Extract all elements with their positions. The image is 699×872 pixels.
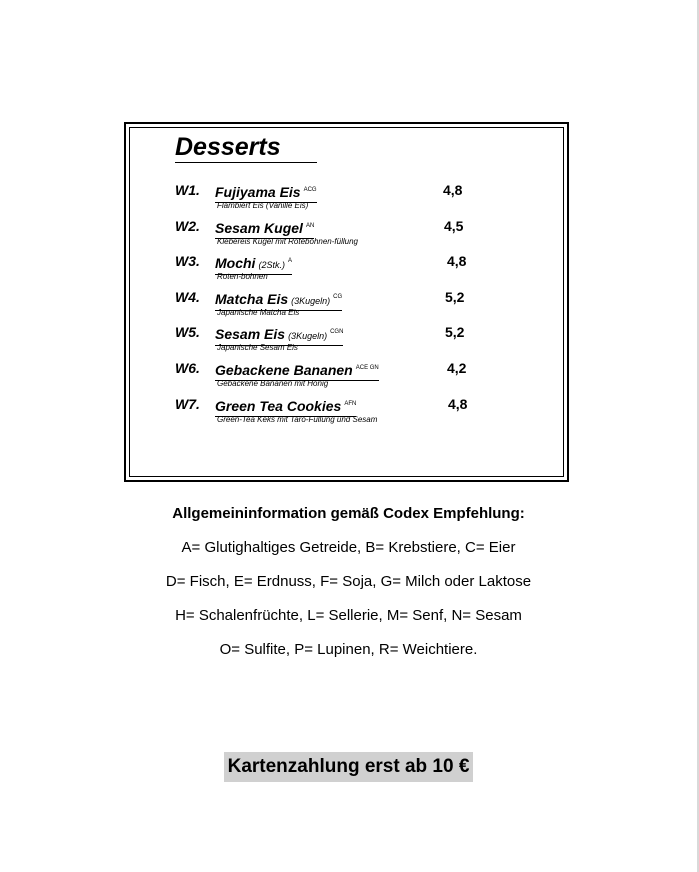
item-code: W7. <box>175 396 200 412</box>
item-description: Klebereis Kugel mit Rotebohnen-füllung <box>217 237 358 246</box>
item-allergens: ACG <box>303 187 317 193</box>
item-code: W3. <box>175 253 200 269</box>
menu-item-w2 <box>175 217 465 251</box>
item-note: (3Kugeln) <box>291 296 331 306</box>
item-code: W1. <box>175 182 200 198</box>
item-allergens: AFN <box>344 401 357 407</box>
item-allergens: AN <box>305 223 315 229</box>
item-name: Sesam Eis <box>215 326 286 342</box>
item-description: Green-Tea Keks mit Taro-Füllung und Sesam <box>217 415 378 424</box>
menu-item-w3 <box>175 252 465 286</box>
allergen-info-line: H= Schalenfrüchte, L= Sellerie, M= Senf, N= Sesam <box>175 607 522 624</box>
item-allergens: CG <box>333 294 343 300</box>
item-description: Roten-bohnen <box>217 272 268 281</box>
payment-note-wrap <box>0 752 697 782</box>
menu-item-w7 <box>175 395 468 429</box>
menu-title: Desserts <box>175 132 317 163</box>
item-description: Gebackene Bananen mit Honig <box>217 379 329 388</box>
item-heading <box>215 217 314 239</box>
item-note: (3Kugeln) <box>288 331 328 341</box>
item-description: Japanische Matcha Eis <box>217 308 300 317</box>
allergen-info-line: O= Sulfite, P= Lupinen, R= Weichtiere. <box>219 641 478 658</box>
item-price: 5,2 <box>445 289 465 305</box>
menu-item-w6 <box>175 359 465 393</box>
item-code: W4. <box>175 289 200 305</box>
item-code: W5. <box>175 324 200 340</box>
item-price: 4,5 <box>444 218 464 234</box>
item-code: W6. <box>175 360 200 376</box>
item-price: 4,8 <box>443 182 463 198</box>
allergen-info-heading: Allgemeininformation gemäß Codex Empfehlung: <box>172 505 525 522</box>
allergen-info-line: D= Fisch, E= Erdnuss, F= Soja, G= Milch oder Laktose <box>165 573 532 590</box>
item-allergens: ACE GN <box>355 365 379 371</box>
item-note: (2Stk.) <box>258 260 285 270</box>
item-allergens: CGN <box>330 329 344 335</box>
menu-item-w5 <box>175 323 465 357</box>
menu-item-w1 <box>175 181 465 215</box>
item-name: Matcha Eis <box>215 291 289 307</box>
item-allergens: A <box>287 258 292 264</box>
payment-note: Kartenzahlung erst ab 10 € <box>224 752 474 782</box>
item-description: Japanische Sesam Eis <box>217 343 298 352</box>
item-name: Fujiyama Eis <box>215 184 301 200</box>
item-description: Flambiert Eis (Vanille Eis) <box>217 201 309 210</box>
item-name: Sesam Kugel <box>215 220 303 236</box>
item-name: Green Tea Cookies <box>215 398 342 414</box>
menu-item-w4 <box>175 288 465 322</box>
item-code: W2. <box>175 218 200 234</box>
item-heading <box>215 359 379 381</box>
item-heading <box>215 181 317 203</box>
allergen-info-line: A= Glutighaltiges Getreide, B= Krebstiere, C= Eier <box>181 539 516 556</box>
item-price: 4,8 <box>447 253 467 269</box>
item-heading <box>215 395 356 417</box>
item-name: Mochi <box>215 255 256 271</box>
item-price: 4,8 <box>448 396 468 412</box>
item-price: 5,2 <box>445 324 465 340</box>
dessert-menu-box <box>124 122 569 482</box>
item-name: Gebackene Bananen <box>215 362 353 378</box>
item-price: 4,2 <box>447 360 467 376</box>
